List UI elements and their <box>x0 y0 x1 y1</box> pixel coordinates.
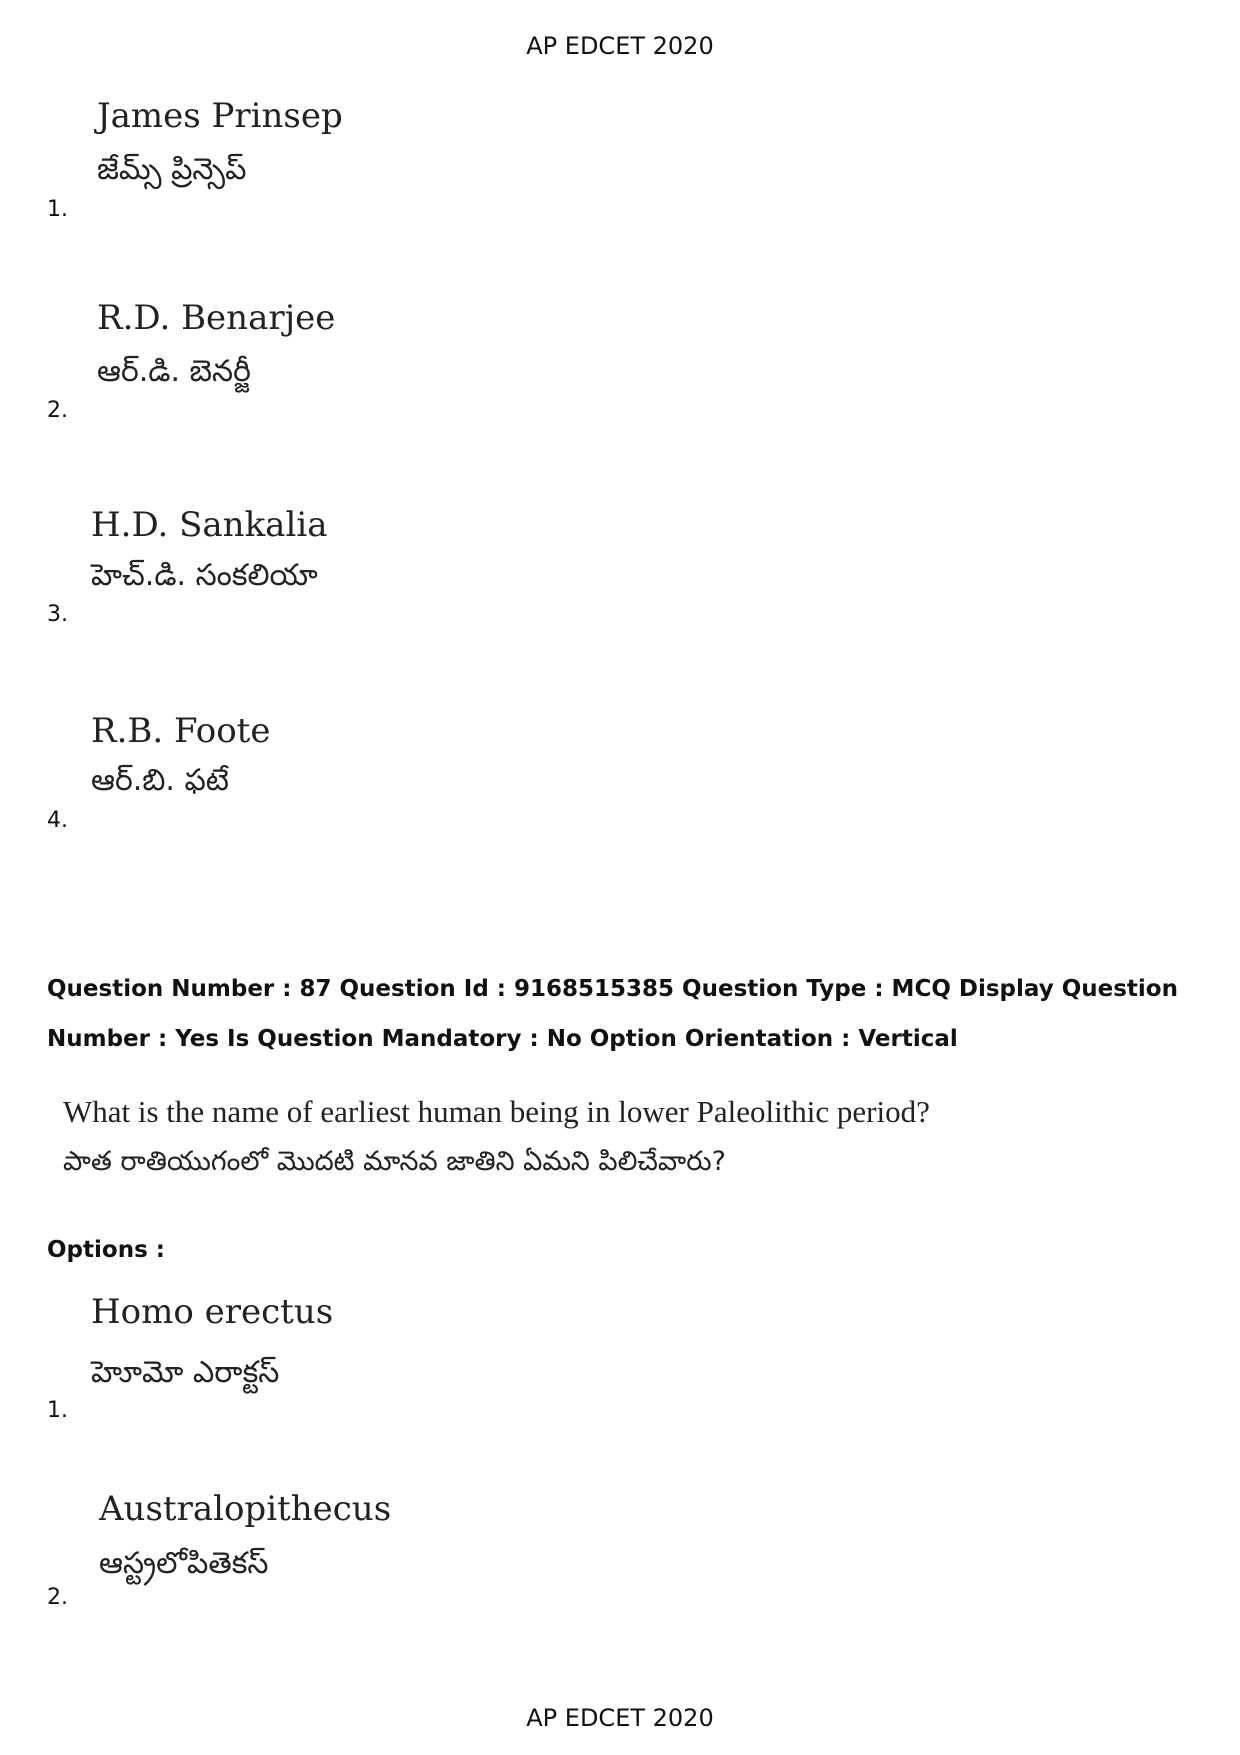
prev-option-4-telugu: ఆర్.బి. ఫటే <box>91 763 229 798</box>
option-1-telugu: హెూమో ఎరాక్టస్ <box>91 1355 280 1390</box>
prev-option-1-english: James Prinsep <box>97 96 343 136</box>
page-footer: AP EDCET 2020 <box>526 1704 714 1732</box>
prev-option-2-telugu: ఆర్.డి. బెనర్జీ <box>97 354 251 389</box>
question-meta-line-1: Question Number : 87 Question Id : 9168515385 Question Type : MCQ Display Question <box>47 976 1178 1002</box>
options-label: Options : <box>47 1237 165 1263</box>
option-1-english: Homo erectus <box>91 1292 334 1332</box>
prev-option-3-english: H.D. Sankalia <box>91 505 328 545</box>
prev-option-2-english: R.D. Benarjee <box>97 298 336 338</box>
option-1-number: 1. <box>47 1398 68 1423</box>
prev-option-2-number: 2. <box>47 398 68 423</box>
prev-option-1-number: 1. <box>47 197 68 222</box>
option-2-number: 2. <box>47 1585 68 1610</box>
page-header: AP EDCET 2020 <box>526 32 714 60</box>
option-2-english: Australopithecus <box>99 1489 392 1529</box>
question-text-telugu: పాత రాతియుగంలో మొదటి మానవ జాతిని ఏమని పిలిచేవారు? <box>63 1146 726 1177</box>
prev-option-3-telugu: హెచ్.డి. సంకలియా <box>91 558 318 593</box>
question-meta-line-2: Number : Yes Is Question Mandatory : No Option Orientation : Vertical <box>47 1026 958 1052</box>
prev-option-1-telugu: జేమ్స్ ప్రిన్సెప్ <box>97 152 247 187</box>
question-text-english: What is the name of earliest human being in lower Paleolithic period? <box>63 1094 930 1129</box>
prev-option-3-number: 3. <box>47 602 68 627</box>
prev-option-4-number: 4. <box>47 808 68 833</box>
prev-option-4-english: R.B. Foote <box>91 711 271 751</box>
option-2-telugu: ఆస్ట్రలోపితెకస్ <box>99 1546 269 1581</box>
